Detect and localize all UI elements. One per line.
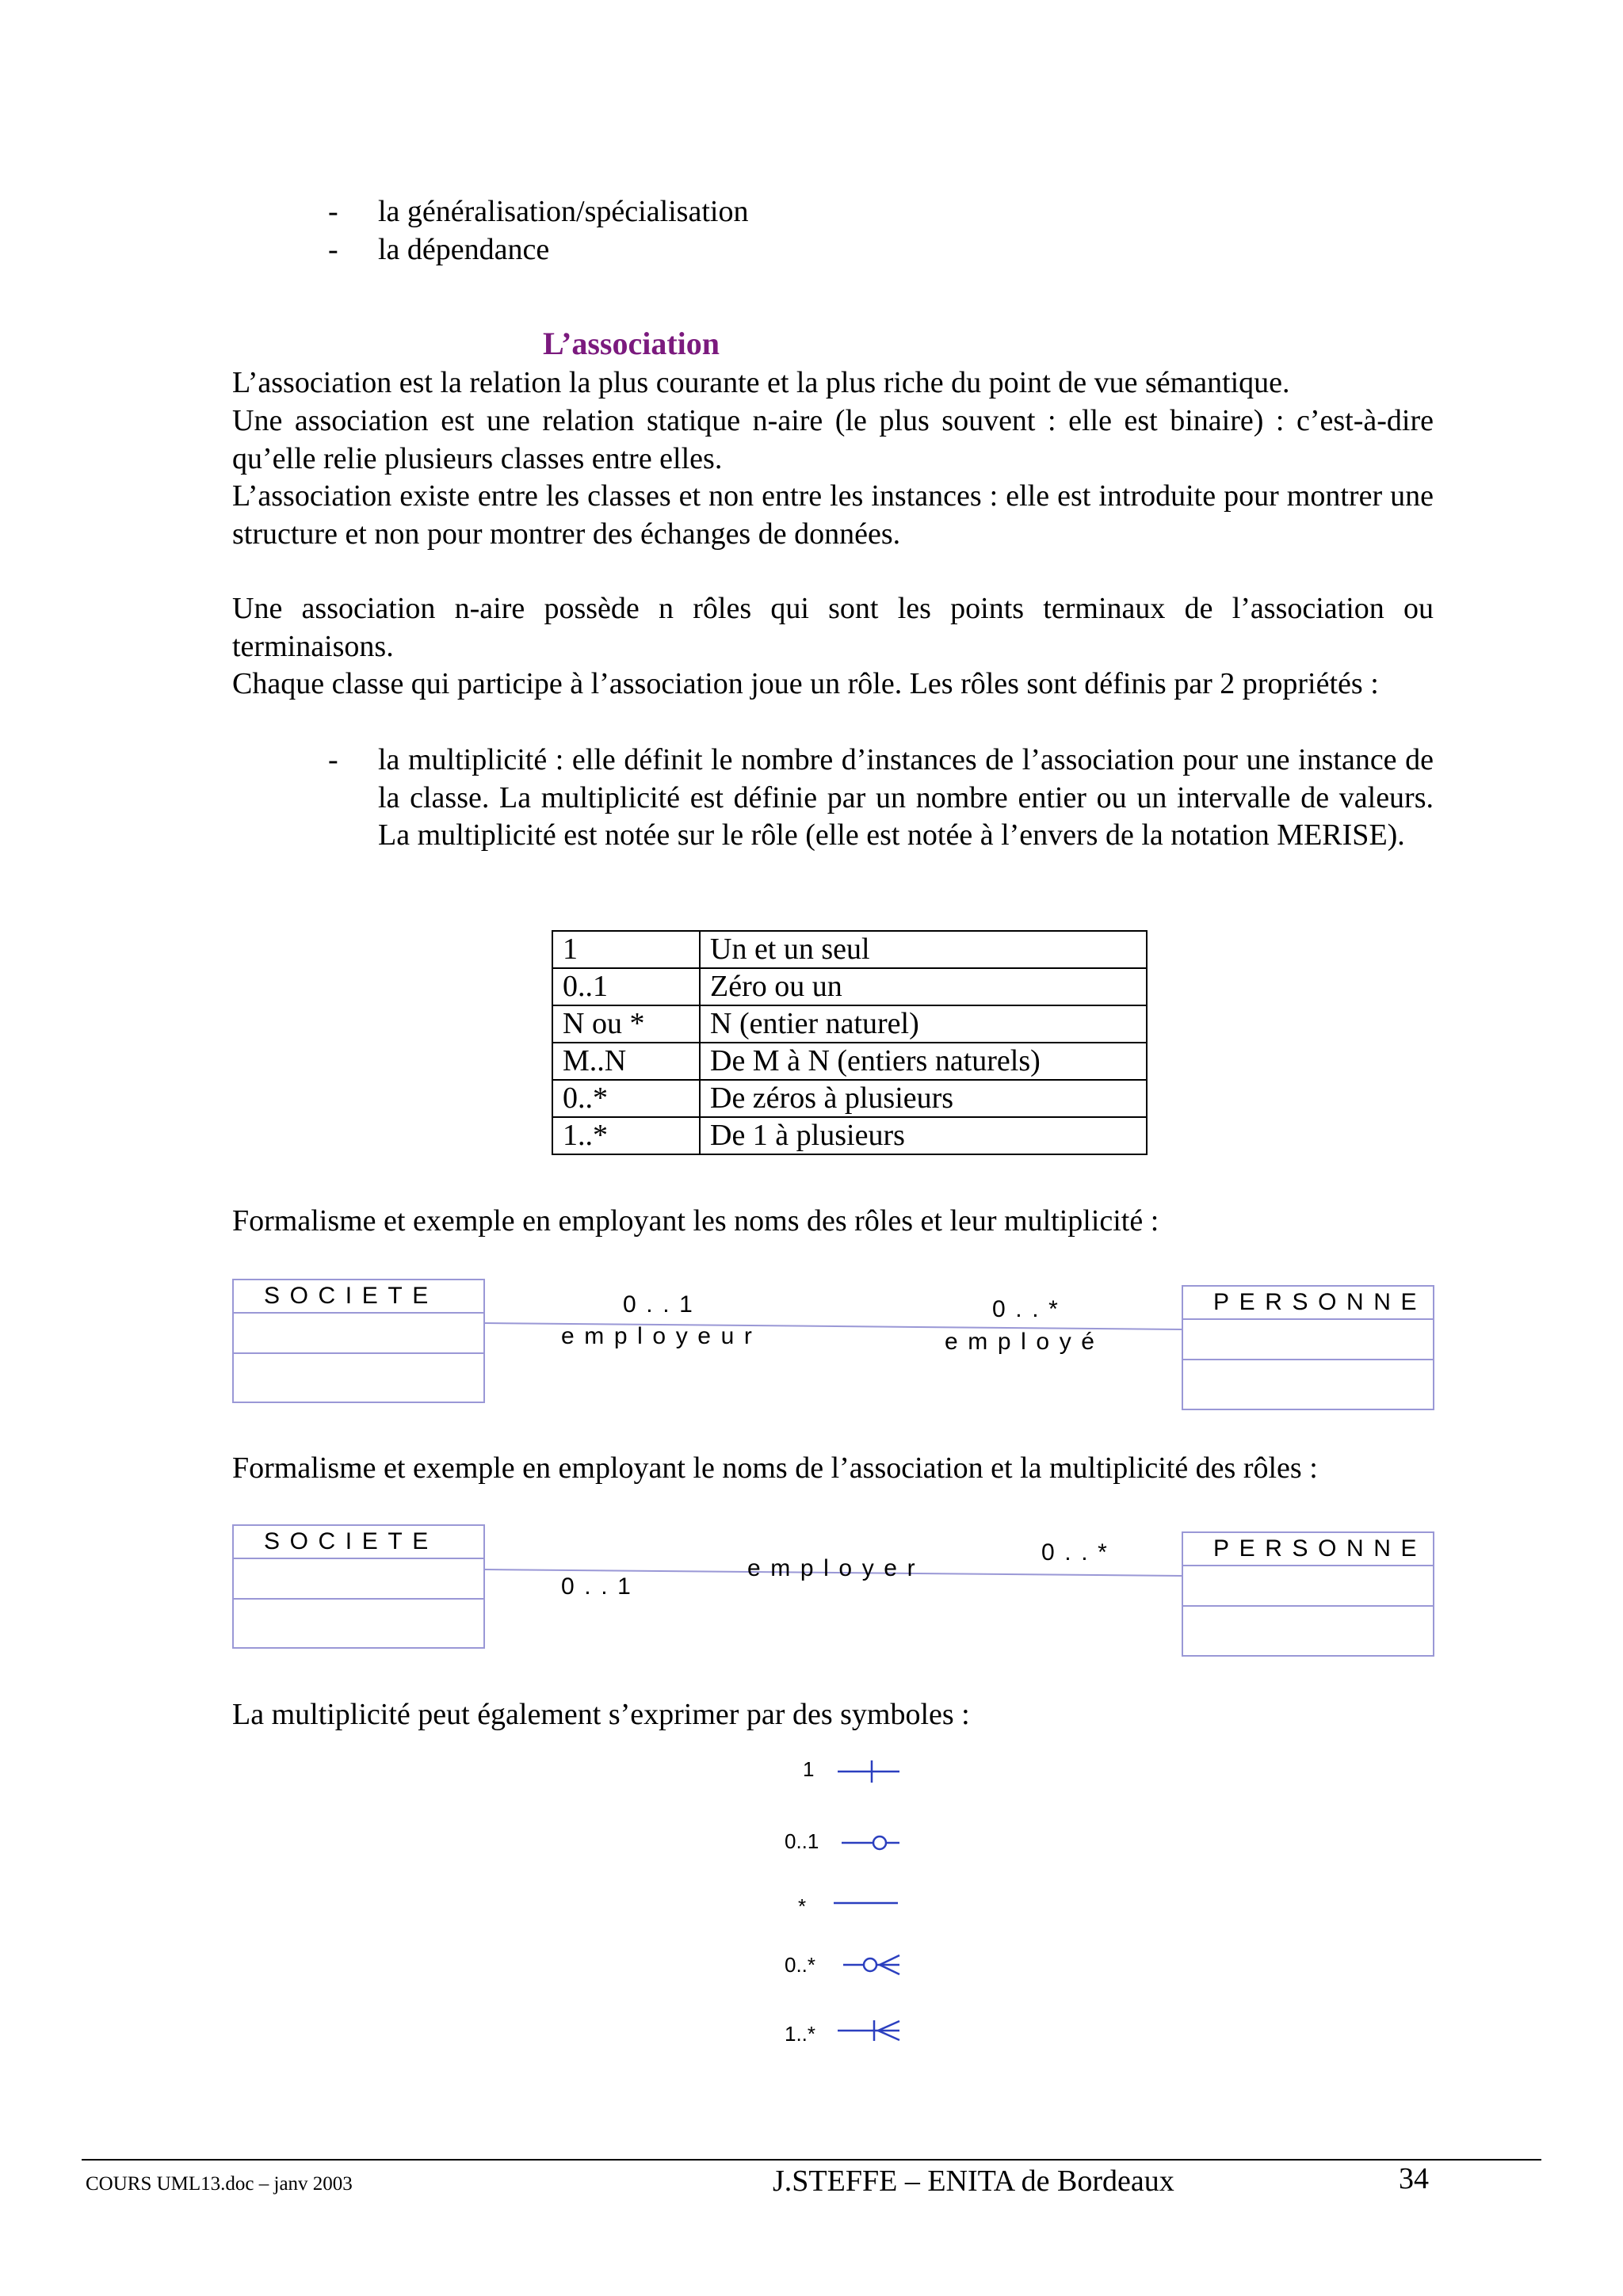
class-name: PERSONNE <box>1183 1287 1433 1320</box>
table-cell: N ou * <box>552 1005 700 1043</box>
table-cell: De 1 à plusieurs <box>700 1117 1147 1154</box>
symbol-label: 0..* <box>785 1953 816 1977</box>
role-label: employé <box>945 1329 1105 1355</box>
table-cell: Un et un seul <box>700 931 1147 968</box>
multiplicity-label: 0..* <box>1041 1539 1117 1566</box>
association-name: employer <box>747 1555 926 1581</box>
symbols-caption: La multiplicité peut également s’exprimer par des symboles : <box>232 1698 970 1731</box>
footer-rule <box>82 2159 1541 2161</box>
zero-or-many-symbol-icon <box>843 1955 899 1974</box>
class-name: SOCIETE <box>234 1280 483 1314</box>
table-cell: De M à N (entiers naturels) <box>700 1043 1147 1080</box>
bullet-multiplicity: la multiplicité : elle définit le nombre d’instances de l’association pour une instance de la classe. La multiplicité est définie par un nombre entier ou un intervalle de valeurs. La multiplicité est notée sur le rôle (elle est notée à l’envers de la notation MERISE). <box>378 743 1434 852</box>
class-name: PERSONNE <box>1183 1533 1433 1566</box>
section-title: L’association <box>543 326 720 361</box>
intro-list-item: la dépendance <box>378 233 550 266</box>
role-label: employeur <box>561 1323 762 1349</box>
multiplicity-label: 0..* <box>992 1296 1068 1322</box>
paragraph: Chaque classe qui participe à l’association joue un rôle. Les rôles sont définis par 2 propriétés : <box>232 667 1379 700</box>
list-dash: - <box>328 743 338 776</box>
table-cell: De zéros à plusieurs <box>700 1080 1147 1117</box>
symbol-label: 1..* <box>785 2022 816 2046</box>
one-symbol-icon <box>838 1760 899 1783</box>
diagram1-caption: Formalisme et exemple en employant les noms des rôles et leur multiplicité : <box>232 1204 1159 1238</box>
paragraph: L’association existe entre les classes et non entre les instances : elle est introduite pour montrer une structure et non pour montrer des échanges de données. <box>232 479 1434 551</box>
page-number: 34 <box>1399 2162 1429 2195</box>
diagram2-caption: Formalisme et exemple en employant le noms de l’association et la multiplicité des rôles : <box>232 1451 1318 1485</box>
one-or-many-symbol-icon <box>838 2020 899 2041</box>
paragraph: Une association n-aire possède n rôles qui sont les points terminaux de l’association ou terminaisons. <box>232 592 1434 663</box>
class-name: SOCIETE <box>234 1526 483 1559</box>
table-cell: 1..* <box>552 1117 700 1154</box>
table-cell: Zéro ou un <box>700 968 1147 1005</box>
symbol-label: 0..1 <box>785 1829 819 1853</box>
table-cell: 1 <box>552 931 700 968</box>
paragraph: L’association est la relation la plus courante et la plus riche du point de vue sémantique. <box>232 366 1290 399</box>
table-cell: 0..* <box>552 1080 700 1117</box>
symbol-label: 1 <box>803 1757 815 1781</box>
multiplicity-label: 0..1 <box>561 1573 641 1600</box>
footer-file: COURS UML13.doc – janv 2003 <box>86 2173 353 2195</box>
multiplicity-label: 0..1 <box>623 1291 703 1318</box>
paragraph: Une association est une relation statique n-aire (le plus souvent : elle est binaire) : c’est-à-dire qu’elle relie plusieurs classes entre elles. <box>232 404 1434 475</box>
symbol-label: * <box>798 1894 807 1918</box>
table-cell: 0..1 <box>552 968 700 1005</box>
intro-list-item: la généralisation/spécialisation <box>378 195 749 228</box>
list-dash: - <box>328 195 338 228</box>
table-cell: N (entier naturel) <box>700 1005 1147 1043</box>
zero-or-one-symbol-icon <box>842 1836 899 1849</box>
footer-author: J.STEFFE – ENITA de Bordeaux <box>773 2164 1174 2198</box>
table-cell: M..N <box>552 1043 700 1080</box>
list-dash: - <box>328 233 338 266</box>
